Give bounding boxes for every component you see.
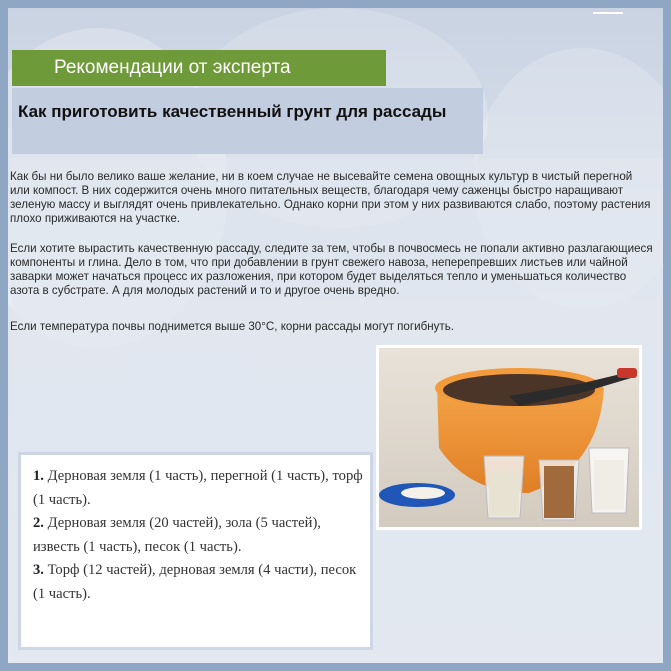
recipe-number: 2. xyxy=(33,515,44,531)
title-box xyxy=(12,88,483,154)
recipe-text: Дерновая земля (20 частей), зола (5 частей), известь (1 часть), песок (1 часть). xyxy=(33,515,321,555)
recipe-number: 3. xyxy=(33,562,44,578)
recipe-item-2 xyxy=(33,512,363,559)
recipe-text: Торф (12 частей), дерновая земля (4 части), песок (1 часть). xyxy=(33,562,357,602)
recipe-list xyxy=(33,465,363,606)
soil-photo xyxy=(376,345,642,530)
paragraph-1: Как бы ни было велико ваше желание, ни в коем случае не высевайте семена овощных культур в чистый перегной или компост. В них содержится очень много питательных веществ, благодаря чему саженцы быстро наращивают зеленую массу и выглядят очень привлекательно. Однако корни при этом у них развиваются слабо, поэтому растения плохо приживаются на участке. xyxy=(10,170,651,225)
banner-label: Рекомендации от эксперта xyxy=(54,57,291,78)
divider xyxy=(593,12,623,14)
expert-banner xyxy=(12,50,386,86)
recipe-item-3 xyxy=(33,559,363,606)
paragraph-3: Если температура почвы поднимется выше 30°C, корни рассады могут погибнуть. xyxy=(10,320,454,333)
paragraph-2: Если хотите вырастить качественную рассаду, следите за тем, чтобы в почвосмесь не попали активно разлагающиеся компоненты и глина. Дело в том, что при добавлении в грунт свежего навоза, неперепревших листьев или чайной заварки может начаться процесс их разложения, при котором будет выделяться тепло и уменьшаться количество азота в субстрате. А для молодых растений и то и другое очень вредно. xyxy=(10,242,653,297)
soil-bowl-illustration xyxy=(379,348,639,527)
recipe-item-1 xyxy=(33,465,363,512)
recipe-box xyxy=(18,452,373,650)
recipe-number: 1. xyxy=(33,468,44,484)
recipe-text: Дерновая земля (1 часть), перегной (1 часть), торф (1 часть). xyxy=(33,468,363,508)
page-title: Как приготовить качественный грунт для рассады xyxy=(18,102,447,121)
